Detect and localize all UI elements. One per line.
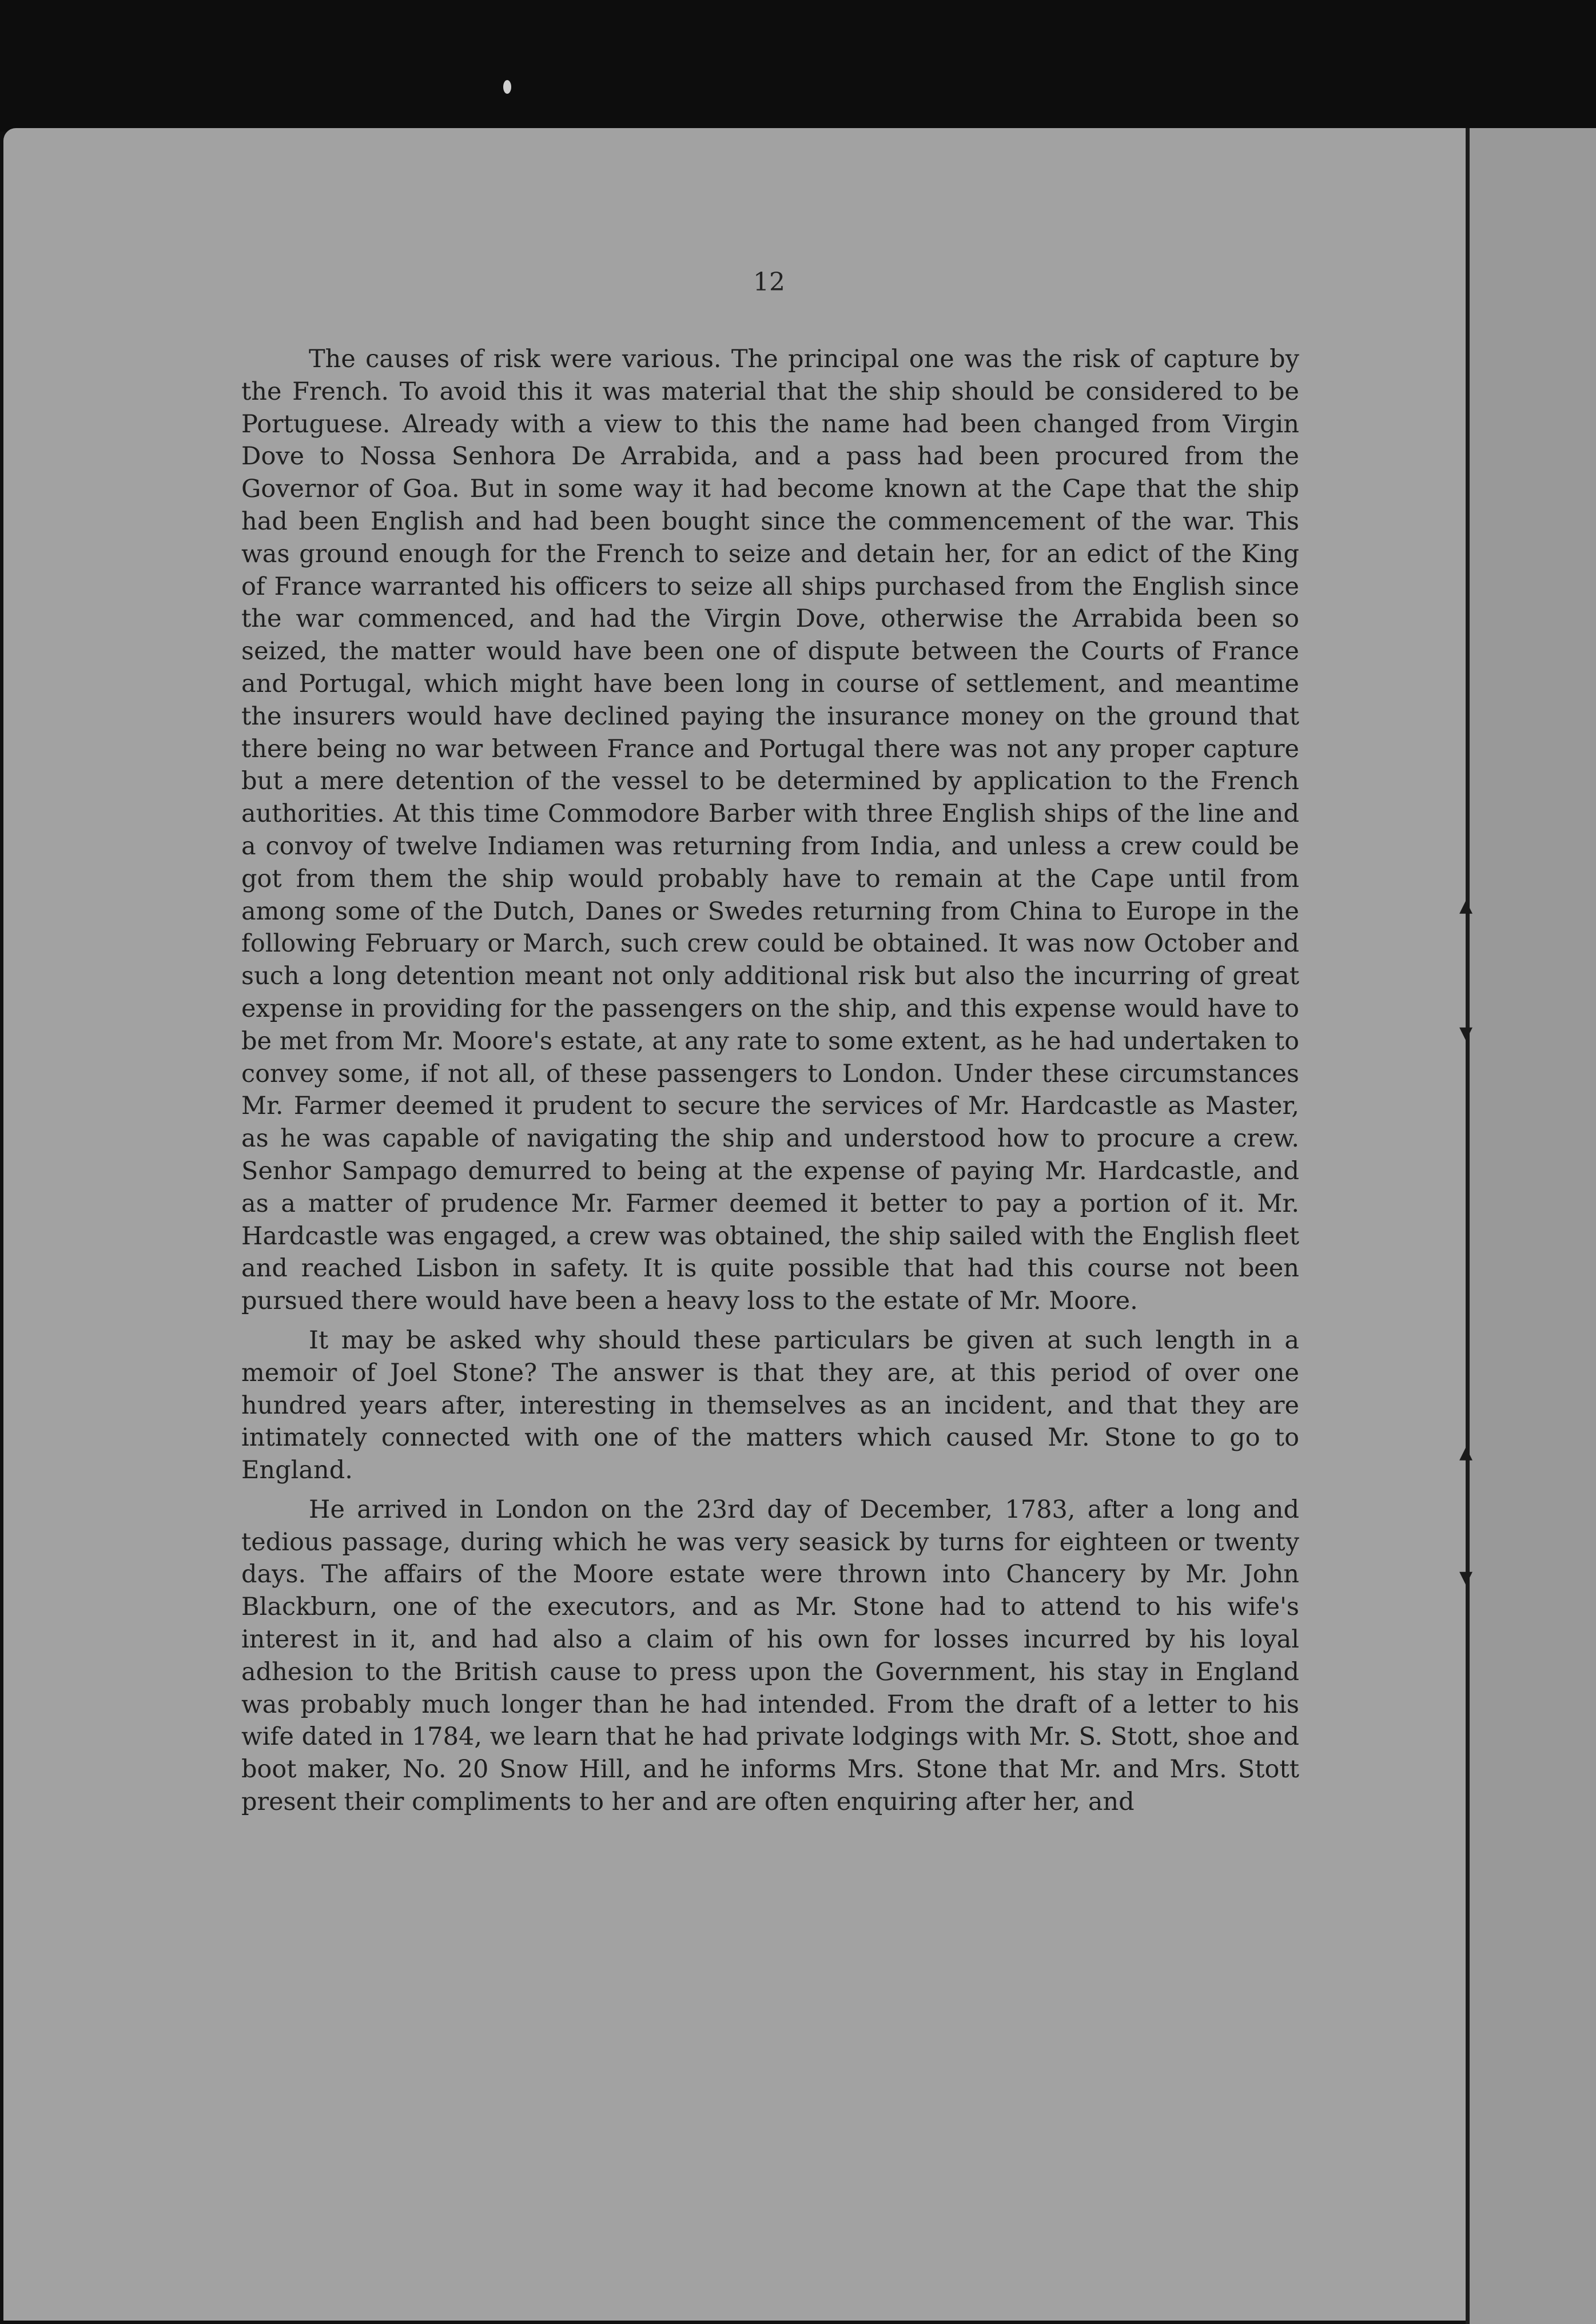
adjacent-page-edge [1467, 128, 1596, 2324]
page-number: 12 [753, 268, 785, 297]
scan-background-top [0, 0, 1596, 132]
paragraph: It may be asked why should these particulars be given at such length in a memoir of Joel Stone? The answer is that they are, at this period of over one hundred years after, interesting in themselves as an incident, and that they are intimately connected with one of the matters which caused Mr. Stone to go to England. [241, 1326, 1299, 1485]
body-text [241, 343, 1299, 1825]
scanner-dust-mark [503, 80, 511, 94]
page-binding-edge [1466, 128, 1470, 2324]
margin-arrow-down-icon: ▼ [1459, 1567, 1473, 1587]
margin-arrow-up-icon: ▲ [1459, 896, 1473, 916]
margin-arrow-down-icon: ▼ [1459, 1023, 1473, 1043]
paragraph: He arrived in London on the 23rd day of December, 1783, after a long and tedious passage, during which he was very seasick by turns for eighteen or twenty days. The affairs of the Moore estate were thrown into Chancery by Mr. John Blackburn, one of the executors, and as Mr. Stone had to attend to his wife's interest in it, and had also a claim of his own for losses incurred by his loyal adhesion to the British cause to press upon the Government, his stay in England was probably much longer than he had intended. From the draft of a letter to his wife dated in 1784, we learn that he had private lodgings with Mr. S. Stott, shoe and boot maker, No. 20 Snow Hill, and he informs Mrs. Stone that Mr. and Mrs. Stott present their compliments to her and are often enquiring after her, and [241, 1495, 1299, 1817]
margin-arrow-up-icon: ▲ [1459, 1443, 1473, 1463]
paragraph: The causes of risk were various. The principal one was the risk of capture by the French. To avoid this it was material that the ship should be considered to be Portuguese. Already with a view to this the name had been changed from Virgin Dove to Nossa Senhora De Arrabida, and a pass had been procured from the Governor of Goa. But in some way it had become known at the Cape that the ship had been English and had been bought since the commencement of the war. This was ground enough for the French to seize and detain her, for an edict of the King of France warranted his officers to seize all ships purchased from the English since the war commenced, and had the Virgin Dove, otherwise the Arrabida been so seized, the matter would have been one of dispute between the Courts of France and Portugal, which might have been long in course of settlement, and meantime the insurers would have declined paying the insurance money on the ground that there being no war between France and Portugal there was not any proper capture but a mere detention of the vessel to be determined by application to the French authorities. At this time Commodore Barber with three English ships of the line and a convoy of twelve Indiamen was returning from India, and unless a crew could be got from them the ship would probably have to remain at the Cape until from among some of the Dutch, Danes or Swedes returning from China to Europe in the following February or March, such crew could be obtained. It was now October and such a long detention meant not only additional risk but also the incurring of great expense in providing for the passengers on the ship, and this expense would have to be met from Mr. Moore's estate, at any rate to some extent, as he had undertaken to convey some, if not all, of these passengers to London. Under these circumstances Mr. Farmer deemed it prudent to secure the services of Mr. Hardcastle as Master, as he was capable of navigating the ship and understood how to procure a crew. Senhor Sampago demurred to being at the expense of paying Mr. Hardcastle, and as a matter of prudence Mr. Farmer deemed it better to pay a portion of it. Mr. Hardcastle was engaged, a crew was obtained, the ship sailed with the English fleet and reached Lisbon in safety. It is quite possible that had this course not been pursued there would have been a heavy loss to the estate of Mr. Moore. [241, 345, 1299, 1316]
